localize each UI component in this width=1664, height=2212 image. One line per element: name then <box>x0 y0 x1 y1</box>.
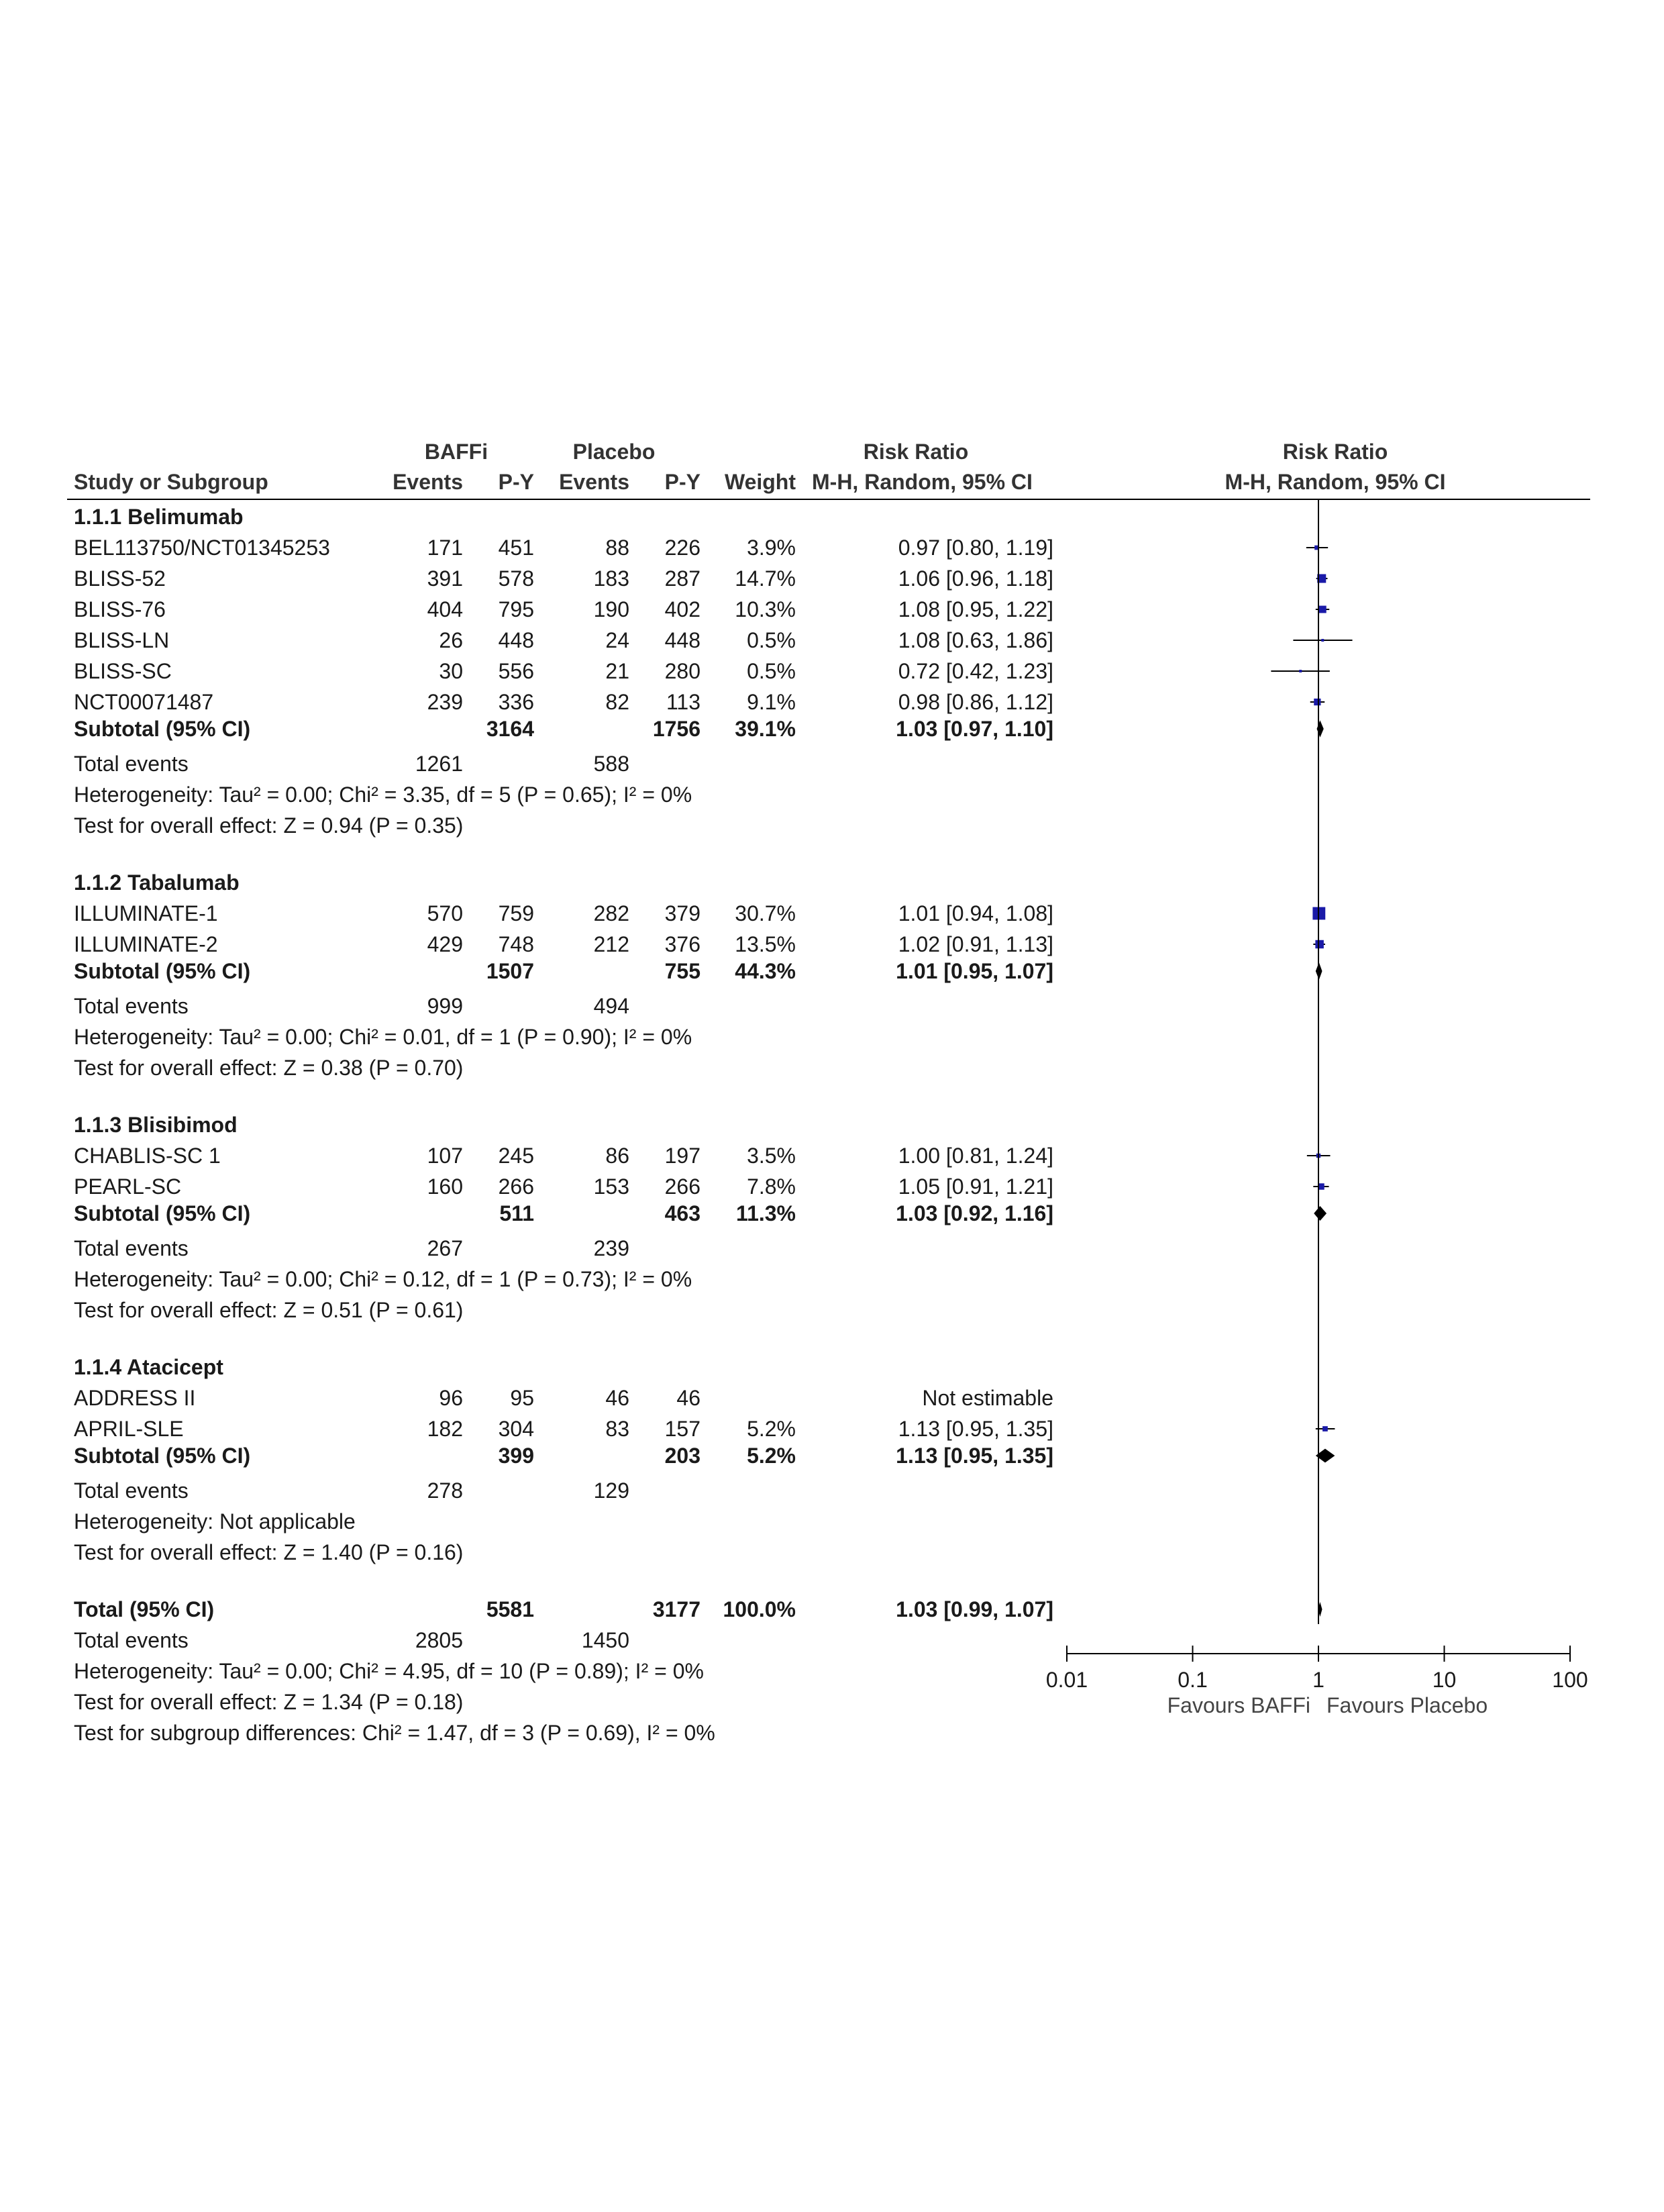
subtotal-py-baffi: 1507 <box>486 959 534 983</box>
study-weight: 3.5% <box>747 1144 796 1168</box>
events-baffi: 429 <box>427 932 463 956</box>
study-weight: 10.3% <box>735 597 796 621</box>
subtotal-py-placebo: 755 <box>664 959 700 983</box>
py-placebo: 113 <box>666 690 700 714</box>
subtotal-ci: 1.13 [0.95, 1.35] <box>896 1444 1053 1468</box>
events-placebo: 282 <box>593 901 629 925</box>
study-name: CHABLIS-SC 1 <box>74 1144 221 1168</box>
py-baffi: 748 <box>498 932 534 956</box>
study-point <box>1319 606 1327 613</box>
header-py1: P-Y <box>498 470 534 494</box>
subtotal-label: Subtotal (95% CI) <box>74 1201 251 1225</box>
subtotal-py-baffi: 511 <box>499 1201 534 1225</box>
heterogeneity: Heterogeneity: Tau² = 0.00; Chi² = 3.35, df = 5 (P = 0.65); I² = 0% <box>74 783 692 807</box>
header-group2: Placebo <box>572 440 656 464</box>
header-events1: Events <box>393 470 463 494</box>
study-name: APRIL-SLE <box>74 1417 184 1441</box>
events-placebo: 86 <box>605 1144 629 1168</box>
study-weight: 0.5% <box>747 659 796 683</box>
py-placebo: 379 <box>664 901 700 925</box>
events-placebo: 183 <box>593 566 629 591</box>
events-placebo: 190 <box>593 597 629 621</box>
py-placebo: 376 <box>664 932 700 956</box>
subtotal-ci: 1.03 [0.97, 1.10] <box>896 717 1053 741</box>
study-name: NCT00071487 <box>74 690 214 714</box>
subtotal-weight: 44.3% <box>735 959 796 983</box>
heterogeneity: Heterogeneity: Not applicable <box>74 1509 356 1534</box>
study-ci: 1.02 [0.91, 1.13] <box>898 932 1053 956</box>
study-point <box>1315 940 1323 948</box>
total-events-label: Total events <box>74 1236 189 1260</box>
grand-total-events-placebo: 1450 <box>581 1628 629 1652</box>
study-name: ADDRESS II <box>74 1386 196 1410</box>
total-py-placebo: 3177 <box>652 1597 700 1621</box>
total-events-label: Total events <box>74 752 189 776</box>
study-weight: 30.7% <box>735 901 796 925</box>
header-study: Study or Subgroup <box>74 470 268 494</box>
study-ci: 1.08 [0.95, 1.22] <box>898 597 1053 621</box>
py-placebo: 197 <box>664 1144 700 1168</box>
heterogeneity: Heterogeneity: Tau² = 0.00; Chi² = 0.01, df = 1 (P = 0.90); I² = 0% <box>74 1025 692 1049</box>
events-baffi: 239 <box>427 690 463 714</box>
grand-total-events-label: Total events <box>74 1628 189 1652</box>
subgroup-title: 1.1.2 Tabalumab <box>74 870 240 895</box>
study-ci: 1.08 [0.63, 1.86] <box>898 628 1053 652</box>
events-baffi: 171 <box>427 536 463 560</box>
total-events-placebo: 494 <box>593 994 629 1018</box>
study-ci: Not estimable <box>922 1386 1053 1410</box>
subtotal-ci: 1.01 [0.95, 1.07] <box>896 959 1053 983</box>
study-name: BLISS-LN <box>74 628 170 652</box>
header-rr-col-sub: M-H, Random, 95% CI <box>812 470 1033 494</box>
favours-left-label: Favours BAFFi <box>1167 1693 1310 1717</box>
total-overall-effect: Test for overall effect: Z = 1.34 (P = 0.18) <box>74 1690 464 1714</box>
subtotal-diamond <box>1314 1206 1327 1221</box>
study-weight: 7.8% <box>747 1174 796 1199</box>
py-baffi: 266 <box>498 1174 534 1199</box>
events-baffi: 26 <box>439 628 463 652</box>
header-rr-col: Risk Ratio <box>863 440 969 464</box>
events-baffi: 160 <box>427 1174 463 1199</box>
total-events-baffi: 999 <box>427 994 463 1018</box>
study-name: BLISS-SC <box>74 659 172 683</box>
header-weight: Weight <box>724 470 796 494</box>
x-tick-label: 1 <box>1312 1668 1324 1692</box>
total-events-label: Total events <box>74 1478 189 1503</box>
study-ci: 0.98 [0.86, 1.12] <box>898 690 1053 714</box>
py-baffi: 448 <box>498 628 534 652</box>
py-baffi: 304 <box>498 1417 534 1441</box>
study-ci: 1.00 [0.81, 1.24] <box>898 1144 1053 1168</box>
study-weight: 9.1% <box>747 690 796 714</box>
total-ci: 1.03 [0.99, 1.07] <box>896 1597 1053 1621</box>
py-baffi: 95 <box>510 1386 534 1410</box>
x-tick-label: 0.01 <box>1045 1668 1088 1692</box>
overall-effect: Test for overall effect: Z = 0.38 (P = 0.70) <box>74 1056 464 1080</box>
grand-total-events-baffi: 2805 <box>415 1628 463 1652</box>
header-rr-plot: Risk Ratio <box>1282 440 1388 464</box>
events-baffi: 96 <box>439 1386 463 1410</box>
subtotal-py-baffi: 3164 <box>486 717 534 741</box>
py-placebo: 46 <box>676 1386 700 1410</box>
subtotal-weight: 11.3% <box>736 1201 796 1225</box>
py-placebo: 280 <box>664 659 700 683</box>
study-name: ILLUMINATE-2 <box>74 932 218 956</box>
events-baffi: 107 <box>427 1144 463 1168</box>
header-py2: P-Y <box>664 470 700 494</box>
py-baffi: 759 <box>498 901 534 925</box>
py-baffi: 578 <box>498 566 534 591</box>
events-placebo: 88 <box>605 536 629 560</box>
subtotal-weight: 5.2% <box>747 1444 796 1468</box>
overall-effect: Test for overall effect: Z = 0.51 (P = 0.61) <box>74 1298 464 1322</box>
total-events-baffi: 267 <box>427 1236 463 1260</box>
subtotal-py-placebo: 1756 <box>652 717 700 741</box>
total-events-label: Total events <box>74 994 189 1018</box>
heterogeneity: Heterogeneity: Tau² = 0.00; Chi² = 0.12, df = 1 (P = 0.73); I² = 0% <box>74 1267 692 1291</box>
events-baffi: 30 <box>439 659 463 683</box>
subtotal-label: Subtotal (95% CI) <box>74 717 251 741</box>
study-point <box>1322 1426 1328 1431</box>
study-weight: 14.7% <box>735 566 796 591</box>
events-placebo: 153 <box>593 1174 629 1199</box>
study-point <box>1321 639 1324 642</box>
x-tick-label: 100 <box>1552 1668 1588 1692</box>
events-baffi: 391 <box>427 566 463 591</box>
total-events-placebo: 239 <box>593 1236 629 1260</box>
study-weight: 13.5% <box>735 932 796 956</box>
events-placebo: 24 <box>605 628 629 652</box>
study-name: PEARL-SC <box>74 1174 182 1199</box>
subgroup-title: 1.1.1 Belimumab <box>74 505 244 529</box>
subtotal-py-baffi: 399 <box>498 1444 534 1468</box>
total-events-baffi: 278 <box>427 1478 463 1503</box>
py-placebo: 157 <box>664 1417 700 1441</box>
header-events2: Events <box>559 470 629 494</box>
events-placebo: 212 <box>593 932 629 956</box>
py-placebo: 226 <box>664 536 700 560</box>
events-placebo: 46 <box>605 1386 629 1410</box>
total-heterogeneity: Heterogeneity: Tau² = 0.00; Chi² = 4.95, df = 10 (P = 0.89); I² = 0% <box>74 1659 704 1683</box>
study-name: BLISS-52 <box>74 566 166 591</box>
study-ci: 1.13 [0.95, 1.35] <box>898 1417 1053 1441</box>
subgroup-title: 1.1.3 Blisibimod <box>74 1113 238 1137</box>
subtotal-label: Subtotal (95% CI) <box>74 959 251 983</box>
overall-effect: Test for overall effect: Z = 1.40 (P = 0.16) <box>74 1540 464 1564</box>
events-placebo: 21 <box>605 659 629 683</box>
study-name: BEL113750/NCT01345253 <box>74 536 330 560</box>
events-baffi: 404 <box>427 597 463 621</box>
study-ci: 1.05 [0.91, 1.21] <box>898 1174 1053 1199</box>
py-baffi: 556 <box>498 659 534 683</box>
study-ci: 1.06 [0.96, 1.18] <box>898 566 1053 591</box>
total-weight: 100.0% <box>723 1597 796 1621</box>
py-baffi: 245 <box>498 1144 534 1168</box>
py-placebo: 287 <box>664 566 700 591</box>
study-name: ILLUMINATE-1 <box>74 901 218 925</box>
subtotal-py-placebo: 203 <box>664 1444 700 1468</box>
py-placebo: 402 <box>664 597 700 621</box>
header-rr-plot-sub: M-H, Random, 95% CI <box>1225 470 1446 494</box>
total-events-baffi: 1261 <box>415 752 463 776</box>
subgroup-title: 1.1.4 Atacicept <box>74 1355 223 1379</box>
subtotal-label: Subtotal (95% CI) <box>74 1444 251 1468</box>
total-events-placebo: 129 <box>593 1478 629 1503</box>
py-baffi: 336 <box>498 690 534 714</box>
subtotal-py-placebo: 463 <box>664 1201 700 1225</box>
py-placebo: 448 <box>664 628 700 652</box>
py-baffi: 795 <box>498 597 534 621</box>
events-placebo: 82 <box>605 690 629 714</box>
events-placebo: 83 <box>605 1417 629 1441</box>
study-ci: 0.72 [0.42, 1.23] <box>898 659 1053 683</box>
total-label: Total (95% CI) <box>74 1597 215 1621</box>
favours-right-label: Favours Placebo <box>1327 1693 1488 1717</box>
x-tick-label: 0.1 <box>1178 1668 1208 1692</box>
header-group1: BAFFi <box>424 440 488 464</box>
subtotal-weight: 39.1% <box>735 717 796 741</box>
study-ci: 0.97 [0.80, 1.19] <box>898 536 1053 560</box>
subtotal-ci: 1.03 [0.92, 1.16] <box>896 1201 1053 1225</box>
x-tick-label: 10 <box>1432 1668 1457 1692</box>
overall-effect: Test for overall effect: Z = 0.94 (P = 0.35) <box>74 813 464 838</box>
events-baffi: 182 <box>427 1417 463 1441</box>
study-weight: 0.5% <box>747 628 796 652</box>
study-name: BLISS-76 <box>74 597 166 621</box>
subgroup-differences: Test for subgroup differences: Chi² = 1.47, df = 3 (P = 0.69), I² = 0% <box>74 1721 715 1745</box>
total-events-placebo: 588 <box>593 752 629 776</box>
study-weight: 5.2% <box>747 1417 796 1441</box>
study-weight: 3.9% <box>747 536 796 560</box>
total-py-baffi: 5581 <box>486 1597 534 1621</box>
events-baffi: 570 <box>427 901 463 925</box>
study-point <box>1314 699 1320 705</box>
py-placebo: 266 <box>664 1174 700 1199</box>
study-point <box>1299 670 1302 672</box>
study-ci: 1.01 [0.94, 1.08] <box>898 901 1053 925</box>
py-baffi: 451 <box>498 536 534 560</box>
